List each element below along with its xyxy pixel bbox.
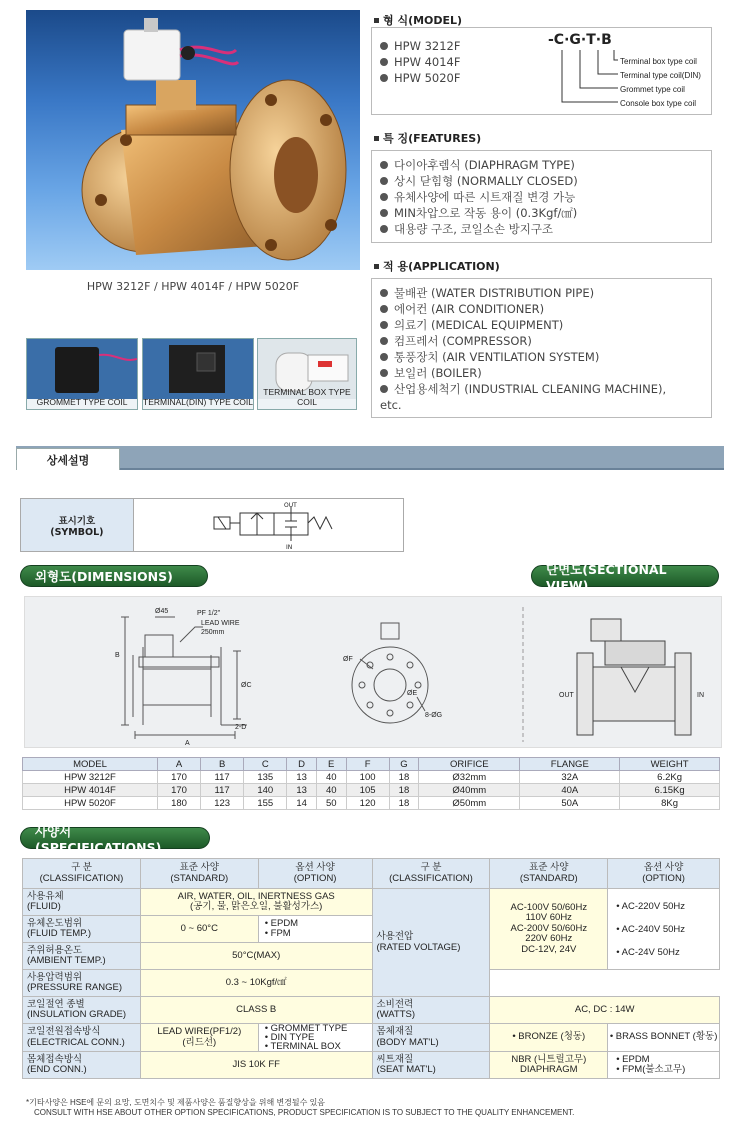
application-item: 보일러 (BOILER) [380, 365, 703, 381]
code-label: Terminal box type coil [620, 57, 697, 66]
application-item: 물배관 (WATER DISTRIBUTION PIPE) [380, 285, 703, 301]
feature-item: 대용량 구조, 코일소손 방지구조 [380, 221, 703, 237]
symbol-box [20, 498, 404, 552]
code-label: Console box type coil [620, 99, 697, 108]
specs-title: 사양서(SPECIFICATIONS) [20, 827, 210, 849]
code-label: Grommet type coil [620, 85, 685, 94]
col-header: WEIGHT [620, 758, 720, 771]
model-heading: 형 식(MODEL) [374, 12, 462, 28]
valve-illustration [26, 10, 360, 270]
dim-len: 250mm [201, 629, 225, 636]
col-header: D [287, 758, 317, 771]
dim-f: ØF [343, 656, 353, 663]
coil-din [142, 338, 254, 410]
symbol-label: 표시기호 [58, 515, 96, 527]
col-header: MODEL [23, 758, 158, 771]
coil-terminal-box [257, 338, 357, 410]
col-header: ORIFICE [419, 758, 520, 771]
model-box [371, 27, 712, 115]
drawing-panel [24, 596, 722, 748]
coil-label: TERMINAL BOX TYPE COIL [263, 387, 351, 407]
grommet-coil-icon [27, 339, 138, 399]
application-heading: 적 용(APPLICATION) [374, 258, 500, 274]
application-item: 통풍장치 (AIR VENTILATION SYSTEM) [380, 349, 703, 365]
dim-e: ØE [407, 690, 418, 697]
model-item: HPW 5020F [380, 70, 703, 86]
col-header: G [389, 758, 419, 771]
dimension-table [22, 757, 720, 810]
col-header: B [201, 758, 244, 771]
features-box [371, 150, 712, 243]
symbol-label-en: (SYMBOL) [50, 526, 104, 538]
note-en: CONSULT WITH HSE ABOUT OTHER OPTION SPECIFICATIONS, PRODUCT SPECIFICATION IS TO SUBJECT TO THE QUALITY ENHANCEMENT. [34, 1108, 575, 1117]
col-header: A [157, 758, 200, 771]
section-in: IN [697, 692, 704, 699]
model-item: HPW 4014F [380, 54, 703, 70]
dim-pf: PF 1/2" [197, 610, 221, 617]
din-coil-icon [143, 339, 254, 399]
product-caption: HPW 3212F / HPW 4014F / HPW 5020F [86, 280, 300, 293]
detail-tab[interactable]: 상세설명 [16, 448, 120, 470]
application-item: 의료기 (MEDICAL EQUIPMENT) [380, 317, 703, 333]
dimensions-title: 외형도(DIMENSIONS) [20, 565, 208, 587]
coil-label: GROMMET TYPE COIL [36, 397, 128, 407]
sectional-title: 단면도(SECTIONAL VIEW) [531, 565, 719, 587]
table-row: HPW 5020F 180 123 155 14 50 120 18 Ø50mm 50A 8Kg [23, 797, 720, 810]
dim-g: 8-ØG [425, 712, 443, 719]
application-box [371, 278, 712, 418]
note-ko: *기타사양은 HSE에 문의 요망, 도면치수 및 제품사양은 품질향상을 위해 변경될수 있음 [26, 1098, 326, 1107]
col-header: E [316, 758, 346, 771]
application-item: 컴프레서 (COMPRESSOR) [380, 333, 703, 349]
col-header: C [244, 758, 287, 771]
symbol-out: OUT [283, 502, 297, 509]
dim-lead: LEAD WIRE [201, 620, 240, 627]
dimension-drawings [25, 597, 723, 749]
detail-bar [16, 446, 724, 470]
dim-b: B [115, 652, 120, 659]
valve-symbol-icon [134, 499, 403, 553]
application-item: 에어컨 (AIR CONDITIONER) [380, 301, 703, 317]
dim-c: ØC [241, 682, 252, 689]
application-tail: etc. [380, 398, 402, 412]
dim-d: 2-D [235, 724, 247, 731]
coil-grommet [26, 338, 138, 410]
section-out: OUT [559, 692, 574, 699]
col-header: F [346, 758, 389, 771]
table-row: HPW 3212F 170 117 135 13 40 100 18 Ø32mm 32A 6.2Kg [23, 771, 720, 784]
feature-item: 다이아후렘식 (DIAPHRAGM TYPE) [380, 157, 703, 173]
dim-table-header [23, 758, 720, 771]
dim-a: A [185, 740, 190, 747]
feature-item: 유체사양에 따른 시트재질 변경 가능 [380, 189, 703, 205]
feature-item: MIN차압으로 작동 용이 (0.3Kgf/㎠) [380, 205, 703, 221]
symbol-in: IN [285, 544, 292, 551]
application-item: 산업용세척기 (INDUSTRIAL CLEANING MACHINE), [380, 381, 703, 397]
features-heading: 특 징(FEATURES) [374, 130, 481, 146]
dim-d45: Ø45 [155, 608, 169, 615]
model-code-leaders [552, 50, 622, 110]
table-row: HPW 4014F 170 117 140 13 40 105 18 Ø40mm 40A 6.15Kg [23, 784, 720, 797]
spec-table: 구 분 (CLASSIFICATION) 표준 사양 (STANDARD) 옵션 사양 (OPTION) 구 분 (CLASSIFICATION) 표준 사양 (STANDARD) 옵션 사양 (OPTION) 사용유체 (FLUID) AIR, WATER, OIL, INERTNESS GAS (공기, 물, 맑은오일, 불활성가스) 사용전압 (RATED VOLTAGE) AC-100V 50/60Hz 110V 60Hz AC-200V 50/60Hz 220V 60Hz DC-12V, 24V • AC-220V 50Hz • AC-240V 50Hz • AC-24V 50Hz 유체온도범위 (FLUID TEMP.) 0 ~ 60°C • EPDM • FPM 주위허용온도 (AMBIENT TEMP.) 50°C(MAX) 사용압력범위 (PRESSURE RANGE) 0.3 ~ 10Kgf/㎠ 코일절연 종별 (INSULATION GRADE) CLASS B 소비전력 (WATTS) AC, DC : 14W 코일전원접속방식 (ELECTRICAL CONN.) LEAD WIRE(PF1/2) (리드선) • GROMMET TYPE • DIN TYPE • TERMINAL BOX 몸체재질 (BODY MAT'L) • BRONZE (청동) • BRASS BONNET (황동) 몸체접속방식 (END CONN.) JIS 10K FF 씨트재질 (SEAT MAT'L) NBR (니트릴고무) DIAPHRAGM • EPDM • FPM(불소고무) [22, 858, 720, 1079]
coil-label: TERMINAL(DIN) TYPE COIL [143, 397, 253, 407]
col-header: FLANGE [520, 758, 620, 771]
code-label: Terminal type coil(DIN) [620, 71, 701, 80]
feature-item: 상시 닫힘형 (NORMALLY CLOSED) [380, 173, 703, 189]
product-photo [26, 10, 360, 270]
model-item: HPW 3212F [380, 38, 703, 54]
model-code: -C·G·T·B [548, 32, 612, 48]
